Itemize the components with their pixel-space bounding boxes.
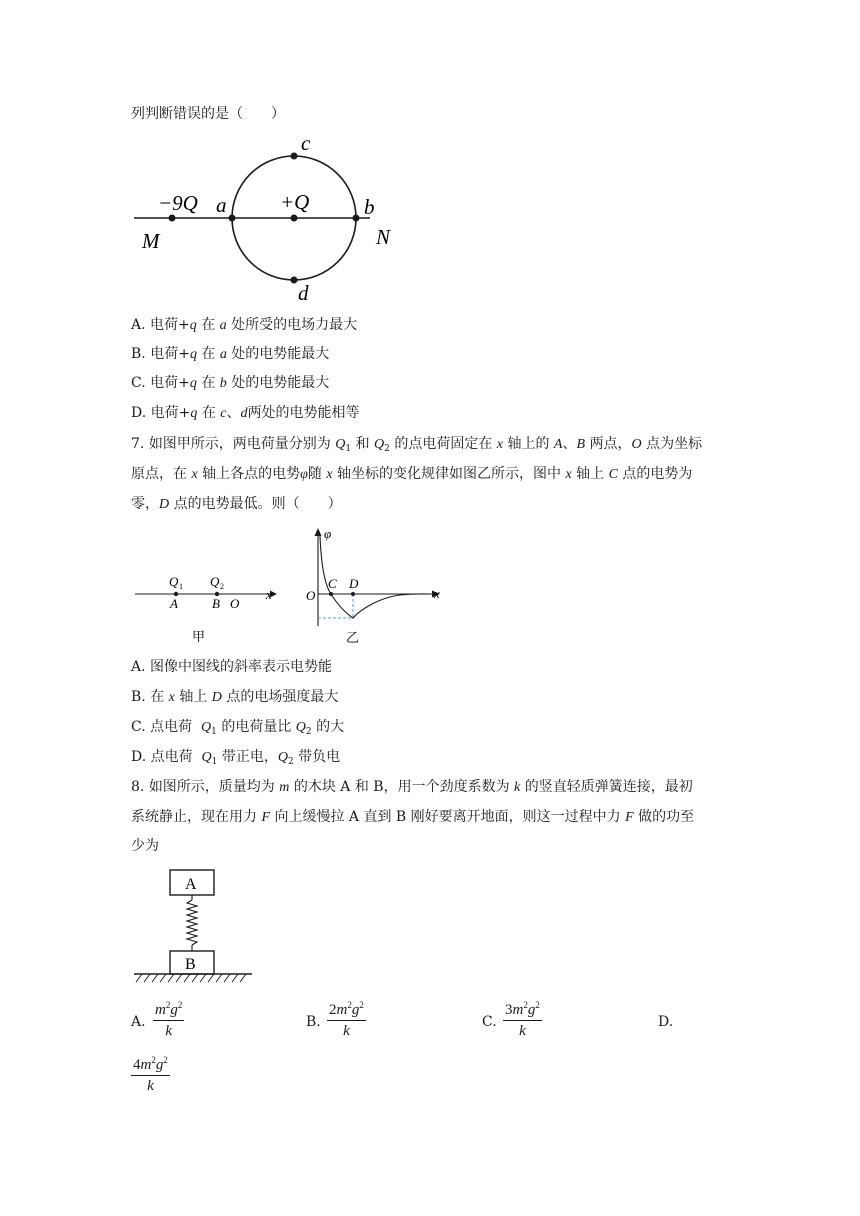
svg-text:D: D: [349, 576, 359, 591]
label-c: c: [301, 131, 311, 155]
svg-text:C: C: [328, 576, 337, 591]
q7-stem-line-1: 7. 如图甲所示，两电荷量分别为 $Q_1$ 和 $Q_2$ 的点电荷固定在 x 轴上的 A、B 两点，O 点为坐标: [131, 436, 703, 454]
q8-option-c-letter[interactable]: C.: [482, 1014, 497, 1030]
svg-text:B: B: [185, 956, 196, 973]
q7-option-c[interactable]: C. 点电荷 $Q_1$ 的电荷量比 $Q_2$ 的大: [131, 719, 345, 737]
q7-figure-jia: [130, 570, 290, 645]
q7-stem-line-2: 原点，在 x 轴上各点的电势φ随 x 轴坐标的变化规律如图乙所示，图中 x 轴上 C 点的电势为: [131, 466, 693, 482]
svg-text:O: O: [306, 588, 316, 603]
svg-text:Q: Q: [210, 574, 220, 589]
q8-stem-line-1: 8. 如图所示，质量均为 m 的木块 A 和 B，用一个劲度系数为 k 的竖直轻质弹簧连接，最初: [131, 779, 693, 795]
label-a: a: [216, 193, 227, 217]
svg-text:甲: 甲: [192, 629, 206, 644]
svg-text:Q: Q: [169, 574, 179, 589]
svg-text:x: x: [266, 587, 272, 602]
q6-option-b[interactable]: B. 电荷+q 在 a 处的电势能最大: [131, 346, 330, 362]
svg-text:O: O: [230, 596, 240, 611]
q7-option-a[interactable]: A. 图像中图线的斜率表示电势能: [131, 659, 333, 675]
svg-text:φ: φ: [324, 526, 332, 541]
q7-option-d[interactable]: D. 点电荷 $Q_1$ 带正电，$Q_2$ 带负电: [131, 749, 341, 767]
svg-text:A: A: [170, 596, 178, 611]
q6-option-d[interactable]: D. 电荷+q 在 c、d两处的电势能相等: [131, 405, 360, 421]
q8-spring-figure: [130, 866, 260, 986]
svg-text:乙: 乙: [346, 630, 360, 645]
q7-stem-line-3: 零，D 点的电势最低。则（ ）: [131, 496, 342, 512]
q6-stem-tail: 列判断错误的是（ ）: [131, 106, 285, 122]
svg-text:x: x: [434, 586, 440, 601]
q8-option-b-fraction[interactable]: $2m^2g^2$ k: [329, 1000, 364, 1039]
q8-option-c-fraction[interactable]: $3m^2g^2$ k: [505, 1000, 540, 1039]
label-d: d: [298, 281, 309, 305]
q7-option-b[interactable]: B. 在 x 轴上 D 点的电场强度最大: [131, 689, 339, 705]
label-N: N: [376, 225, 391, 249]
q8-option-a-letter[interactable]: A.: [131, 1014, 146, 1030]
svg-text:2: 2: [220, 582, 224, 591]
q6-circle-figure: [120, 130, 420, 310]
q6-option-c[interactable]: C. 电荷+q 在 b 处的电势能最大: [131, 375, 330, 391]
svg-text:A: A: [185, 876, 197, 893]
q8-option-d-fraction[interactable]: $4m^2g^2$ k: [133, 1055, 168, 1094]
q7-figure-yi: [300, 524, 450, 648]
svg-text:1: 1: [179, 582, 183, 591]
q8-option-d-letter[interactable]: D.: [658, 1014, 674, 1030]
q8-stem-line-2: 系统静止，现在用力 F 向上缓慢拉 A 直到 B 刚好要离开地面，则这一过程中力 F 做的功至: [131, 809, 695, 825]
svg-text:B: B: [212, 596, 220, 611]
q8-option-a-fraction[interactable]: $m^2g^2$ k: [155, 1000, 183, 1039]
label-pos-charge: +Q: [280, 190, 310, 214]
label-b: b: [364, 195, 375, 219]
label-neg-charge: −9Q: [158, 191, 198, 215]
q6-option-a[interactable]: A. 电荷+q 在 a 处所受的电场力最大: [131, 317, 358, 333]
label-M: M: [142, 229, 160, 253]
q8-option-b-letter[interactable]: B.: [306, 1014, 321, 1030]
q8-stem-line-3: 少为: [131, 838, 159, 854]
